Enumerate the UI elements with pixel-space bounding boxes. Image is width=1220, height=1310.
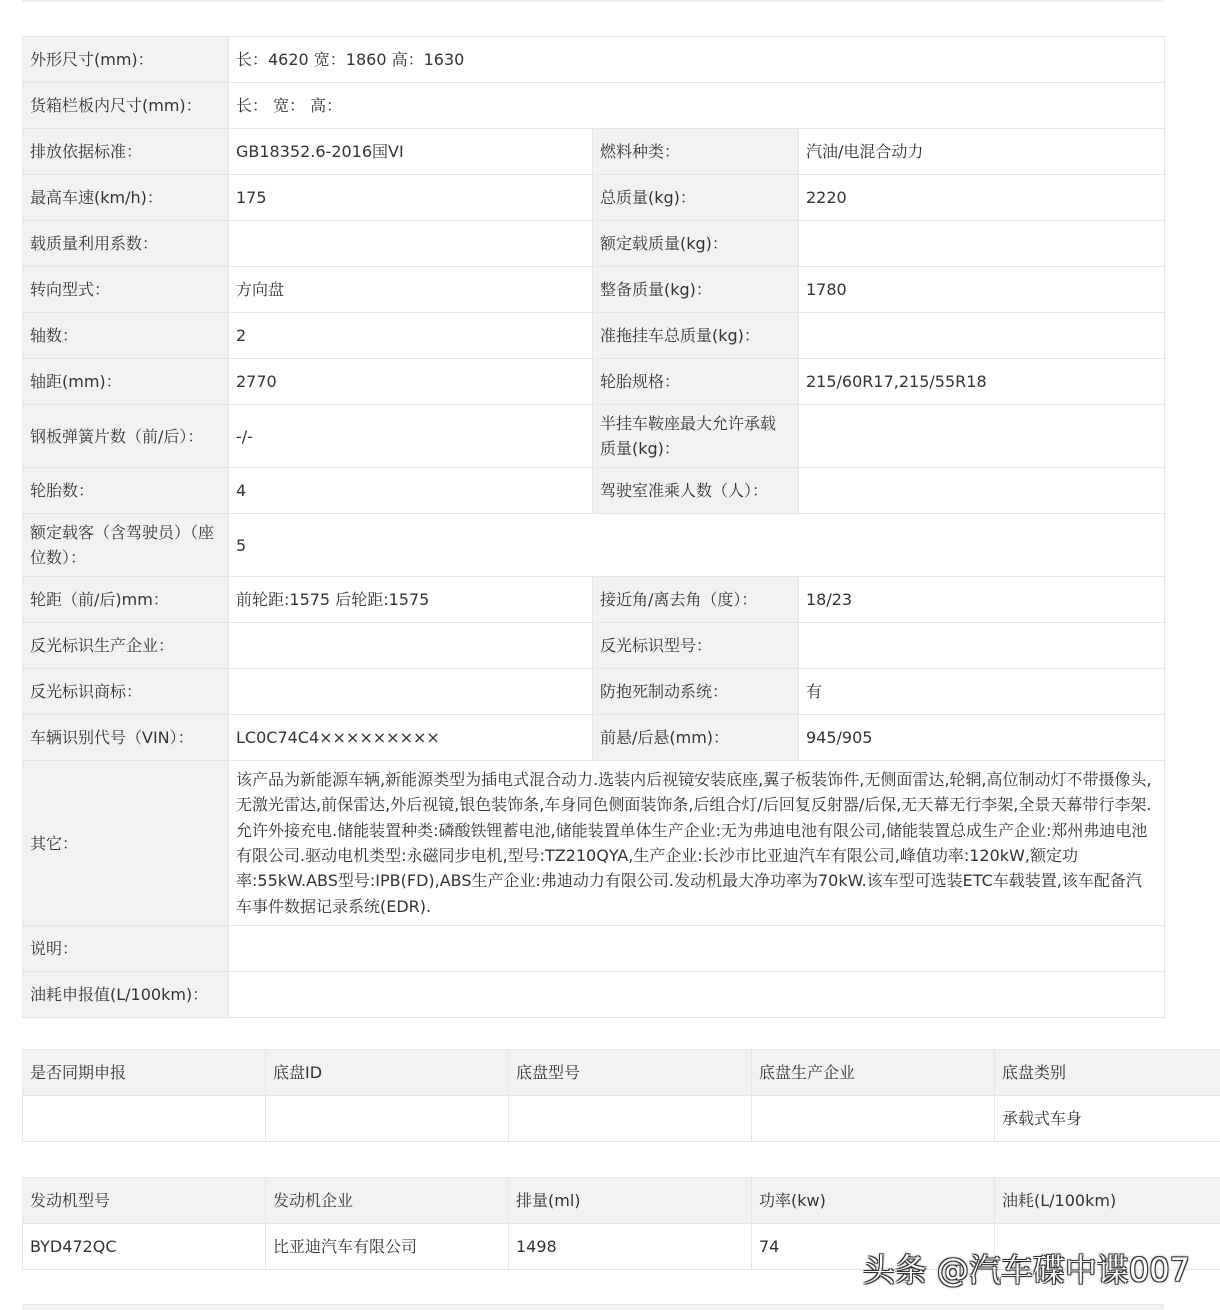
wheelbase-label: 轴距(mm)： <box>23 359 229 405</box>
chassis-data-cell <box>23 1096 266 1142</box>
spec-row-emission <box>23 129 1165 175</box>
chassis-header-cell: 底盘生产企业 <box>752 1050 995 1096</box>
abs-label: 防抱死制动系统： <box>593 669 799 715</box>
engine-data-cell: 比亚迪汽车有限公司 <box>266 1224 509 1270</box>
reflector-maker-value <box>229 623 593 669</box>
chassis-data-cell: 承载式车身 <box>995 1096 1220 1142</box>
gross-mass-value: 2220 <box>799 175 1165 221</box>
leaf-spring-value: -/- <box>229 405 593 468</box>
max-speed-label: 最高车速(km/h)： <box>23 175 229 221</box>
other-value: 该产品为新能源车辆,新能源类型为插电式混合动力.选装内后视镜安装底座,翼子板装饰件,无侧面雷达,轮辋,高位制动灯不带摄像头,无激光雷达,前保雷达,外后视镜,银色装饰条,车身同色侧面装饰条,后组合灯/后回复反射器/后保,无天幕无行李架,全景天幕带行李架.允许外接充电.储能装置种类:磷酸铁锂蓄电池,储能装置单体生产企业:无为弗迪电池有限公司,储能装置总成生产企业:郑州弗迪电池有限公司.驱动电机类型:永磁同步电机,型号:TZ210QYA,生产企业:长沙市比亚迪汽车有限公司,峰值功率:120kW,额定功率:55kW.ABS型号:IPB(FD),ABS生产企业:弗迪动力有限公司.发动机最大净功率为70kW.该车型可选装ETC车载装置,该车配备汽车事件数据记录系统(EDR). <box>229 761 1165 926</box>
rated-seats-value: 5 <box>229 514 1165 577</box>
chassis-data-cell <box>509 1096 752 1142</box>
tire-spec-value: 215/60R17,215/55R18 <box>799 359 1165 405</box>
top-divider <box>22 0 1164 2</box>
engine-data-cell: 74 <box>752 1224 995 1270</box>
engine-header-row <box>23 1178 1220 1224</box>
reflector-model-value <box>799 623 1165 669</box>
chassis-header-row <box>23 1050 1220 1096</box>
chassis-header-cell: 底盘型号 <box>509 1050 752 1096</box>
rated-load-value <box>799 221 1165 267</box>
load-utilization-value <box>229 221 593 267</box>
spec-row-spring <box>23 405 1165 468</box>
spec-row-utilization <box>23 221 1165 267</box>
cab-occupants-value <box>799 468 1165 514</box>
dimensions-value: 长：4620 宽：1860 高：1630 <box>229 37 1165 83</box>
engine-header-cell: 发动机企业 <box>266 1178 509 1224</box>
chassis-header-cell: 底盘类别 <box>995 1050 1220 1096</box>
track-width-value: 前轮距:1575 后轮距:1575 <box>229 577 593 623</box>
trailer-mass-value <box>799 313 1165 359</box>
vin-label: 车辆识别代号（VIN）： <box>23 715 229 761</box>
curb-mass-value: 1780 <box>799 267 1165 313</box>
steering-label: 转向型式： <box>23 267 229 313</box>
reflector-model-label: 反光标识型号： <box>593 623 799 669</box>
engine-header-cell: 发动机型号 <box>23 1178 266 1224</box>
emission-value: GB18352.6-2016国VI <box>229 129 593 175</box>
reflector-brand-value <box>229 669 593 715</box>
cargo-dimensions-value: 长： 宽： 高： <box>229 83 1165 129</box>
spec-row-consumption <box>23 972 1165 1018</box>
overhang-value: 945/905 <box>799 715 1165 761</box>
spec-row-vin <box>23 715 1165 761</box>
spec-row-track <box>23 577 1165 623</box>
overhang-label: 前悬/后悬(mm)： <box>593 715 799 761</box>
vehicle-spec-table <box>22 36 1165 1018</box>
next-table-edge <box>22 1304 1164 1310</box>
load-utilization-label: 载质量利用系数： <box>23 221 229 267</box>
fuel-consumption-label: 油耗申报值(L/100km)： <box>23 972 229 1018</box>
engine-header-cell: 功率(kw) <box>752 1178 995 1224</box>
gross-mass-label: 总质量(kg)： <box>593 175 799 221</box>
chassis-data-row <box>23 1096 1220 1142</box>
reflector-maker-label: 反光标识生产企业： <box>23 623 229 669</box>
spec-row-tires <box>23 468 1165 514</box>
rated-load-label: 额定载质量(kg)： <box>593 221 799 267</box>
spec-row-reflector-maker <box>23 623 1165 669</box>
axles-label: 轴数： <box>23 313 229 359</box>
emission-label: 排放依据标准： <box>23 129 229 175</box>
abs-value: 有 <box>799 669 1165 715</box>
other-label: 其它： <box>23 761 229 926</box>
spec-row-reflector-brand <box>23 669 1165 715</box>
chassis-table <box>22 1049 1220 1142</box>
cargo-dimensions-label: 货箱栏板内尺寸(mm)： <box>23 83 229 129</box>
engine-data-cell: 1498 <box>509 1224 752 1270</box>
approach-angle-value: 18/23 <box>799 577 1165 623</box>
curb-mass-label: 整备质量(kg)： <box>593 267 799 313</box>
spec-row-dimensions <box>23 37 1165 83</box>
note-value <box>229 926 1165 972</box>
spec-row-speed <box>23 175 1165 221</box>
leaf-spring-label: 钢板弹簧片数（前/后）： <box>23 405 229 468</box>
chassis-data-cell <box>752 1096 995 1142</box>
fuel-consumption-value <box>229 972 1165 1018</box>
engine-header-cell: 排量(ml) <box>509 1178 752 1224</box>
axles-value: 2 <box>229 313 593 359</box>
tire-count-value: 4 <box>229 468 593 514</box>
spec-row-axles <box>23 313 1165 359</box>
spec-row-wheelbase <box>23 359 1165 405</box>
approach-angle-label: 接近角/离去角（度）： <box>593 577 799 623</box>
reflector-brand-label: 反光标识商标： <box>23 669 229 715</box>
spec-row-seats <box>23 514 1165 577</box>
fuel-label: 燃料种类： <box>593 129 799 175</box>
rated-seats-label: 额定载客（含驾驶员）（座位数）： <box>23 514 229 577</box>
note-label: 说明： <box>23 926 229 972</box>
spec-row-cargo <box>23 83 1165 129</box>
steering-value: 方向盘 <box>229 267 593 313</box>
wheelbase-value: 2770 <box>229 359 593 405</box>
tire-spec-label: 轮胎规格： <box>593 359 799 405</box>
cab-occupants-label: 驾驶室准乘人数（人）： <box>593 468 799 514</box>
spec-row-note <box>23 926 1165 972</box>
spec-row-steering <box>23 267 1165 313</box>
trailer-mass-label: 准拖挂车总质量(kg)： <box>593 313 799 359</box>
fuel-value: 汽油/电混合动力 <box>799 129 1165 175</box>
chassis-header-cell: 是否同期申报 <box>23 1050 266 1096</box>
track-width-label: 轮距（前/后)mm： <box>23 577 229 623</box>
spec-row-other <box>23 761 1165 926</box>
engine-header-cell: 油耗(L/100km) <box>995 1178 1220 1224</box>
max-speed-value: 175 <box>229 175 593 221</box>
chassis-header-cell: 底盘ID <box>266 1050 509 1096</box>
dimensions-label: 外形尺寸(mm)： <box>23 37 229 83</box>
tire-count-label: 轮胎数： <box>23 468 229 514</box>
chassis-data-cell <box>266 1096 509 1142</box>
watermark: 头条 @汽车碟中谍007 <box>863 1245 1190 1291</box>
saddle-load-value <box>799 405 1165 468</box>
vin-value: LC0C74C4××××××××× <box>229 715 593 761</box>
engine-data-cell: BYD472QC <box>23 1224 266 1270</box>
saddle-load-label: 半挂车鞍座最大允许承载质量(kg)： <box>593 405 799 468</box>
